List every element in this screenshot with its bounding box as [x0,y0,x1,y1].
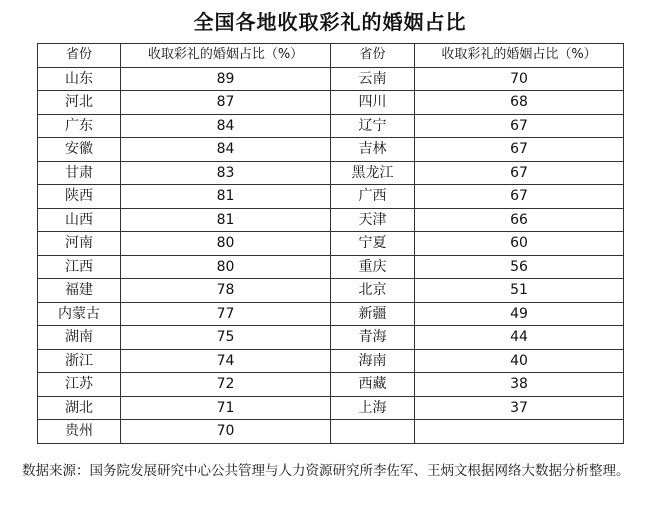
percentage-cell: 37 [415,396,624,420]
province-cell: 重庆 [331,255,415,279]
percentage-cell: 38 [415,373,624,397]
table-header-row [38,44,624,68]
table-row [38,420,624,444]
percentage-cell: 89 [121,67,331,91]
province-cell: 西藏 [331,373,415,397]
province-cell: 江西 [38,255,121,279]
table-row [38,396,624,420]
percentage-cell: 80 [121,232,331,256]
percentage-cell: 72 [121,373,331,397]
province-cell: 甘肃 [38,161,121,185]
table-row [38,114,624,138]
province-cell: 福建 [38,279,121,303]
province-cell: 安徽 [38,138,121,162]
province-cell: 河北 [38,91,121,115]
percentage-cell: 67 [415,138,624,162]
province-cell: 湖北 [38,396,121,420]
province-cell: 上海 [331,396,415,420]
percentage-cell: 78 [121,279,331,303]
province-cell: 海南 [331,349,415,373]
source-note: 数据来源：国务院发展研究中心公共管理与人力资源研究所李佐军、王炳文根据网络大数据分析整理。 [22,463,630,479]
province-cell: 宁夏 [331,232,415,256]
percentage-cell: 74 [121,349,331,373]
province-cell: 广东 [38,114,121,138]
percentage-cell: 44 [415,326,624,350]
province-cell: 北京 [331,279,415,303]
percentage-cell: 83 [121,161,331,185]
province-cell: 山西 [38,208,121,232]
percentage-cell: 81 [121,185,331,209]
province-cell: 黑龙江 [331,161,415,185]
province-cell: 陕西 [38,185,121,209]
percentage-cell: 81 [121,208,331,232]
percentage-cell: 67 [415,185,624,209]
percentage-cell: 75 [121,326,331,350]
table-row [38,185,624,209]
table-body [38,67,624,443]
percentage-cell: 80 [121,255,331,279]
province-cell: 广西 [331,185,415,209]
province-cell: 内蒙古 [38,302,121,326]
table-row [38,302,624,326]
percentage-cell: 77 [121,302,331,326]
percentage-cell: 84 [121,114,331,138]
header-percentage-right: 收取彩礼的婚姻占比（%） [415,44,624,68]
province-cell: 吉林 [331,138,415,162]
header-percentage-left: 收取彩礼的婚姻占比（%） [121,44,331,68]
table-row [38,255,624,279]
percentage-cell: 71 [121,396,331,420]
table-row [38,161,624,185]
percentage-cell: 40 [415,349,624,373]
table-row [38,373,624,397]
percentage-cell: 70 [121,420,331,444]
percentage-cell: 84 [121,138,331,162]
percentage-cell: 68 [415,91,624,115]
bride-price-table [37,43,624,444]
province-cell [331,420,415,444]
page-title: 全国各地收取彩礼的婚姻占比 [193,10,467,34]
province-cell: 湖南 [38,326,121,350]
table-row [38,279,624,303]
province-cell: 天津 [331,208,415,232]
province-cell: 四川 [331,91,415,115]
percentage-cell: 60 [415,232,624,256]
province-cell: 河南 [38,232,121,256]
percentage-cell [415,420,624,444]
percentage-cell: 70 [415,67,624,91]
province-cell: 辽宁 [331,114,415,138]
province-cell: 云南 [331,67,415,91]
province-cell: 浙江 [38,349,121,373]
percentage-cell: 67 [415,114,624,138]
table-row [38,326,624,350]
percentage-cell: 67 [415,161,624,185]
percentage-cell: 66 [415,208,624,232]
table-row [38,208,624,232]
table-row [38,349,624,373]
table-row [38,91,624,115]
province-cell: 青海 [331,326,415,350]
percentage-cell: 49 [415,302,624,326]
percentage-cell: 56 [415,255,624,279]
header-province-right: 省份 [331,44,415,68]
table-row [38,138,624,162]
province-cell: 山东 [38,67,121,91]
percentage-cell: 87 [121,91,331,115]
table-row [38,232,624,256]
province-cell: 新疆 [331,302,415,326]
province-cell: 贵州 [38,420,121,444]
header-province-left: 省份 [38,44,121,68]
table-row [38,67,624,91]
percentage-cell: 51 [415,279,624,303]
province-cell: 江苏 [38,373,121,397]
